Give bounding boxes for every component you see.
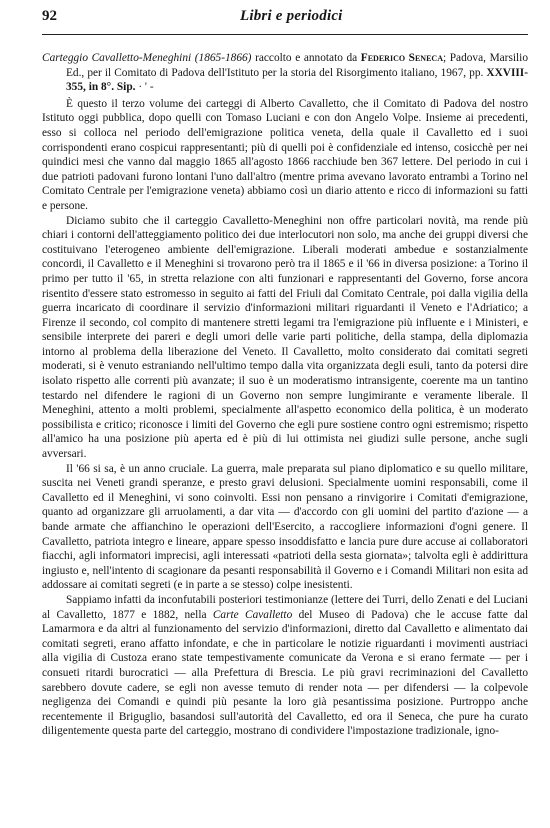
editor-name: Federico Seneca: [360, 52, 443, 64]
paragraph-4: [42, 593, 528, 739]
paragraph-2: Diciamo subito che il carteggio Cavalletto-Meneghini non offre particolari novità, ma rende più chiari i contorni dell'atteggiamento politico dei due interlocutori non solo, ma anche dei gruppi diversi che costituivano l'eterogeneo ambiente dell'emigrazione. Liberali moderati ambedue e sostanzialmente concordi, il Cavalletto e il Meneghini si trovarono però tra il 1865 e il '66 in diversa posizione: a Torino il primo per tutto il '65, in stretta relazione con alti funzionari e rappresentanti del Governo, forse ancora risentito d'essere stato estromesso in seguito ai fatti del Friuli dal Comitato Centrale, poi dalla vigilia della guerra incaricato di coordinare il servizio d'informazioni militari riguardanti il Veneto e l'Adriatico; a Firenze il secondo, col compito di mantenere stretti legami tra l'emigrazione più influente e i Ministeri, e sensibile interprete dei pareri e degli umori delle varie parti politiche, della stampa, della diplomazia intorno al problema della liberazione del Veneto. Il Cavalletto, molto considerato dai comitati segreti moderati, si è venuto estraniando nell'ultimo tempo dalla vita organizzata degli esuli, tanto da potersi dire isolato rispetto alle correnti più avanzate; il suo è un moderatismo intransigente, coerente ma un tantino testardo nel difendere le ragioni di un Governo non sempre lungimirante e veramente liberale. Il Meneghini, attento a molti problemi, specialmente all'aspetto economico della politica, è un moderato possibilista e critico; riconosce i limiti del Governo che egli pure sostiene contro ogni estremismo; rispetto all'amico ha una posizione più aperta ed è più di lui ottimista nei giudizi sulle persone, anche sugli avversari.: [42, 214, 528, 461]
running-title: Libri e periodici: [240, 8, 343, 24]
editor-note: raccolto e annotato da: [251, 52, 361, 64]
page-count: XXVIII-355, in 8°. Sip.: [66, 66, 528, 94]
paragraph-3: Il '66 si sa, è un anno cruciale. La guerra, male preparata sul piano diplomatico e su quello militare, suscita nei Veneti grandi speranze, e presto gravi delusioni. Specialmente uomini responsabili, come il Cavalletto ed il Meneghini, vi sono coinvolti. Essi non pensano a rinvigorire i Comitati d'emigrazione, quanto ad organizzare gli arruolamenti, a dar vita — d'accordo con gli uomini del partito d'azione — a bande armate che affianchino le operazioni dell'Esercito, a raccogliere informazioni d'ogni genere. Il Cavalletto, patriota integro e lineare, appare spesso insoddisfatto e lancia pure dure accuse ai collaboratori fiacchi, agli informatori imprecisi, agli interessati «patrioti della sesta giornata»; talvolta egli è addirittura ingiusto e, nell'intento di scagionare da pesanti responsabilità il Governo e i Comandi Militari non esita ad addossare ai comitati segreti (e in parte a se stesso) colpe inesistenti.: [42, 462, 528, 592]
running-head: [42, 8, 528, 30]
paragraph-4-start: Sappiamo infatti da inconfutabili posteriori testimonianze (lettere dei Turri, dello Zenati e del Luciani al Cavalletto, 1877 e 1882, nella: [42, 593, 528, 621]
publication-info: ; Padova, Marsilio Ed., per il Comitato di Padova dell'Istituto per la storia del Risorgimento italiano, 1967, pp.: [66, 52, 529, 79]
review-citation: [42, 51, 528, 95]
book-title: Carteggio Cavalletto-Meneghini (1865-1866): [42, 52, 252, 64]
page-number: 92: [42, 8, 57, 24]
archive-name: Carte Cavalletto: [212, 608, 293, 621]
citation-trailing: · ' -: [135, 81, 154, 94]
paragraph-4-rest: del Museo di Padova) che le accuse fatte dal Lamarmora e da altri al funzionamento del servizio d'informazioni, diretto dal Cavalletto e alimentato dai comitati segreti, erano affatto infondate, e che in particolare le notizie riguardanti i movimenti austriaci alla vigilia di Custoza erano state tempestivamente comunicate da Verona e si erano fermate — per i consueti ritardi burocratici — alla Prefettura di Brescia. Le più gravi recriminazioni del Cavalletto sarebbero dovute cadere, se egli non avesse temuto di render nota — per difendersi — la colpevole negligenza dei Comandi e quindi più pesante la loro già pesantissima posizione. Purtroppo anche recentemente il Briguglio, basandosi sull'autorità del Cavalletto, ed ora il Seneca, che pure ha curato diligentemente questa parte del carteggio, mostrano di condividere l'impostazione tradizionale, igno-: [42, 608, 529, 738]
paragraph-1: È questo il terzo volume dei carteggi di Alberto Cavalletto, che il Comitato di Padova del nostro Istituto oggi pubblica, dopo quelli con Tomaso Luciani e con don Angelo Volpe. Insieme ai precedenti, esso si colloca nel periodo dell'emigrazione politica veneta, della quale il Cavalletto ed i suoi corrispondenti erano cospicui rappresentanti; più di quelli poi è confidenziale ed intenso, cosicchè per nei quindici mesi che vanno dal maggio 1865 all'agosto 1866 racchiude ben 367 lettere. Del periodo in cui i due patrioti padovani furono lontani l'uno dall'altro (mentre prima avevano lavorato entrambi a Torino nel Comitato Centrale per l'emigrazione veneta) abbiamo così un diario attento e ricco di informazioni su fatti e persone.: [42, 97, 528, 212]
header-rule: [42, 34, 528, 35]
